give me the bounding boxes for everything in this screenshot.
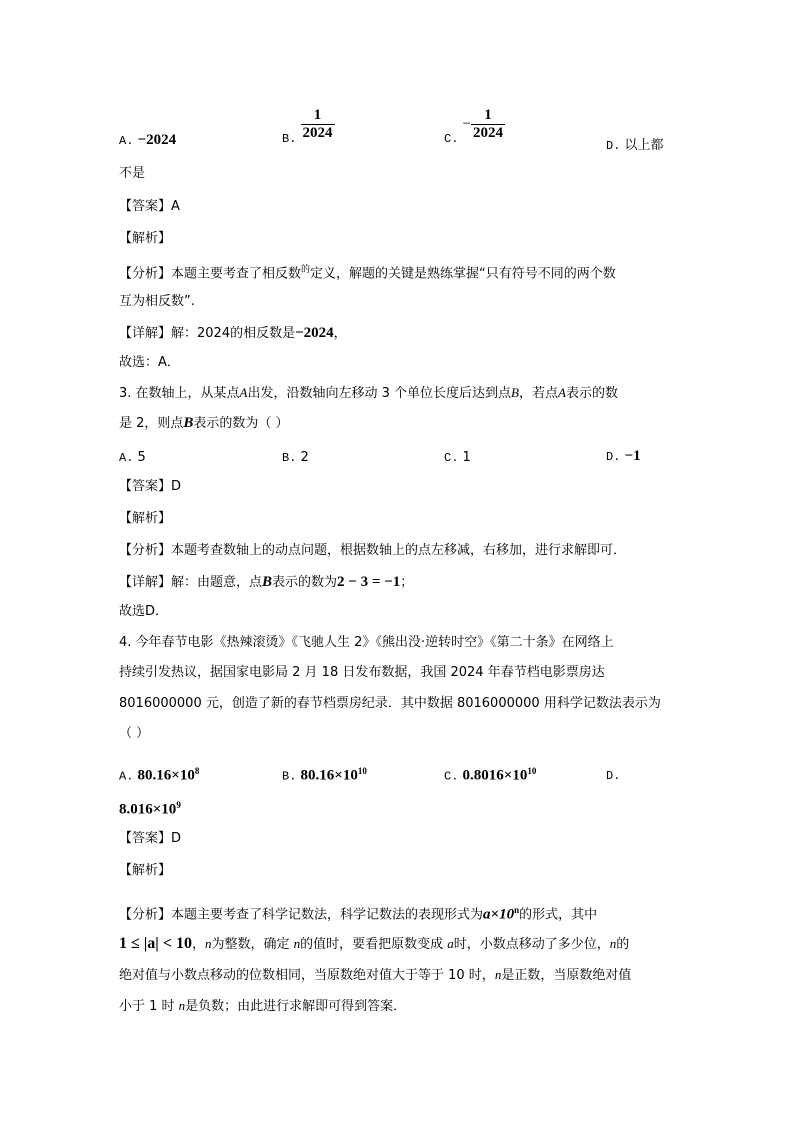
option-d-continued: 不是 (119, 166, 146, 181)
q4-option-d-label (606, 768, 620, 783)
option-label: D. (606, 769, 621, 783)
q2-option-d (606, 134, 664, 153)
analysis-line (119, 262, 616, 282)
question-stem: （ ） (119, 726, 150, 741)
denominator: 2024 (302, 125, 333, 141)
option-label: A. (119, 451, 134, 465)
choice-line: 故选D． (119, 604, 169, 619)
q4-option-a (119, 766, 199, 784)
math-var: n (293, 936, 301, 951)
answer: 【答案】D (119, 831, 182, 846)
math-var: a (447, 936, 454, 951)
analysis-line (119, 902, 597, 923)
math-var: A (239, 385, 248, 400)
option-label: C. (444, 451, 459, 465)
question-stem: 持续引发热议，据国家电影局 2 月 18 日发布数据，我国 2024 年春节档电影票房达 (119, 665, 605, 680)
option-value: 80.16×10 (300, 767, 358, 784)
text: 小于 1 时 (119, 999, 179, 1014)
option-value: 以上都 (624, 138, 664, 153)
math: 2 − 3 = −1 (337, 574, 401, 590)
option-label: B. (282, 132, 297, 146)
analysis-line (119, 967, 631, 984)
question-stem (119, 415, 289, 432)
minus-sign: − (462, 116, 472, 132)
analysis-line: 互为相反数”. (119, 294, 195, 309)
math-var: B (183, 415, 194, 431)
option-value: 0.8016×10 (462, 767, 528, 784)
math: a×10 (483, 906, 515, 923)
option-value: 1 (462, 450, 471, 465)
numerator: 1 (471, 107, 505, 125)
option-label: D. (606, 139, 621, 153)
text: 出发，沿数轴向左移动 3 个单位长度后达到点 (247, 386, 512, 401)
text: ，若点 (519, 386, 559, 401)
text: 的 (301, 265, 311, 275)
question-stem (119, 385, 618, 402)
text: 表示的数为 (272, 575, 338, 590)
text: 表示的数 (565, 386, 618, 401)
math: −2024 (295, 325, 334, 341)
option-label: B. (282, 451, 297, 465)
text: ， (333, 326, 347, 341)
text: 的值时，要看把原数变成 (300, 937, 448, 952)
analysis-line: 【分析】本题考查数轴上的动点问题，根据数轴上的点左移减，右移加，进行求解即可． (119, 543, 627, 558)
text: 【分析】本题主要考查了科学记数法，科学记数法的表现形式为 (119, 907, 484, 923)
q3-option-c (444, 450, 471, 465)
option-label: C. (444, 769, 459, 784)
math-var: n (609, 936, 617, 951)
text: ； (400, 575, 414, 590)
exponent: 10 (357, 766, 367, 776)
text: 为整数，确定 (211, 937, 294, 952)
fraction (471, 107, 505, 142)
text: 是 2，则点 (119, 416, 184, 431)
text: 时，小数点移动了多少位， (453, 937, 610, 952)
math-var: n (204, 936, 212, 951)
analysis-heading: 【解析】 (119, 511, 172, 526)
q3-option-d (606, 448, 641, 465)
option-label: D. (606, 450, 621, 464)
answer: 【答案】D (119, 479, 182, 494)
text: 的 (616, 937, 630, 952)
option-label: B. (282, 769, 297, 784)
denominator: 2024 (473, 125, 504, 141)
q4-option-b (282, 766, 367, 784)
math-var: B (511, 385, 519, 400)
q3-option-a (119, 450, 146, 465)
option-value: −2024 (137, 132, 177, 148)
math-var: n (178, 998, 186, 1013)
text: 表示的数为（ ） (193, 416, 289, 431)
exponent: n (514, 905, 520, 915)
q2-option-a (119, 132, 176, 149)
choice-line: 故选：A． (119, 355, 180, 370)
question-stem: 8016000000 元，创造了新的春节档票房纪录．其中数据 8016000000 用科学记数法表示为 (119, 696, 661, 711)
text: 定义，解题的关键是熟练掌握“只有符号不同的两个数 (310, 266, 616, 282)
exponent: 8 (194, 766, 200, 776)
q2-option-b (282, 107, 335, 146)
math-var: B (262, 574, 273, 590)
text: 的形式，其中 (519, 907, 598, 923)
question-stem: 4. 今年春节电影《热辣滚烫》《飞驰人生 2》《熊出没·逆转时空》《第二十条》在网络上 (119, 635, 614, 650)
detail-line (119, 574, 413, 591)
text: 【分析】本题主要考查了相反数 (119, 266, 302, 282)
detail-line (119, 325, 347, 342)
exponent: 9 (176, 800, 181, 810)
option-value: 80.16×10 (137, 767, 195, 784)
text: 是负数；由此进行求解即可得到答案． (185, 999, 407, 1014)
text: 绝对值与小数点移动的位数相同，当原数绝对值大于等于 10 时， (119, 968, 495, 983)
q2-option-c (444, 107, 505, 146)
text: 【详解】解：2024的相反数是 (119, 326, 296, 341)
analysis-line (119, 998, 406, 1015)
exponent: 10 (527, 766, 537, 776)
option-label: C. (444, 132, 459, 146)
option-value: 2 (300, 450, 309, 465)
option-label: A. (119, 769, 134, 784)
q4-option-c (444, 766, 536, 784)
option-label: A. (119, 134, 134, 148)
numerator: 1 (301, 107, 335, 125)
option-value: 8.016×10 (119, 801, 177, 818)
q3-option-b (282, 450, 309, 465)
math: 1 ≤ |a| < 10 (119, 935, 192, 952)
analysis-heading: 【解析】 (119, 863, 172, 878)
text: ， (191, 937, 205, 952)
text: 3. 在数轴上，从某点 (119, 386, 240, 401)
analysis-line (119, 936, 629, 953)
text: 是正数，当原数绝对值 (501, 968, 632, 983)
q4-option-d (119, 800, 181, 818)
answer: 【答案】A (119, 199, 180, 214)
math-var: n (494, 967, 502, 982)
option-value: 5 (137, 450, 146, 465)
text: 【详解】解：由题意，点 (119, 575, 263, 590)
option-value: −1 (624, 448, 641, 464)
analysis-heading: 【解析】 (119, 231, 172, 246)
fraction (301, 107, 335, 142)
math-var: A (558, 385, 566, 400)
